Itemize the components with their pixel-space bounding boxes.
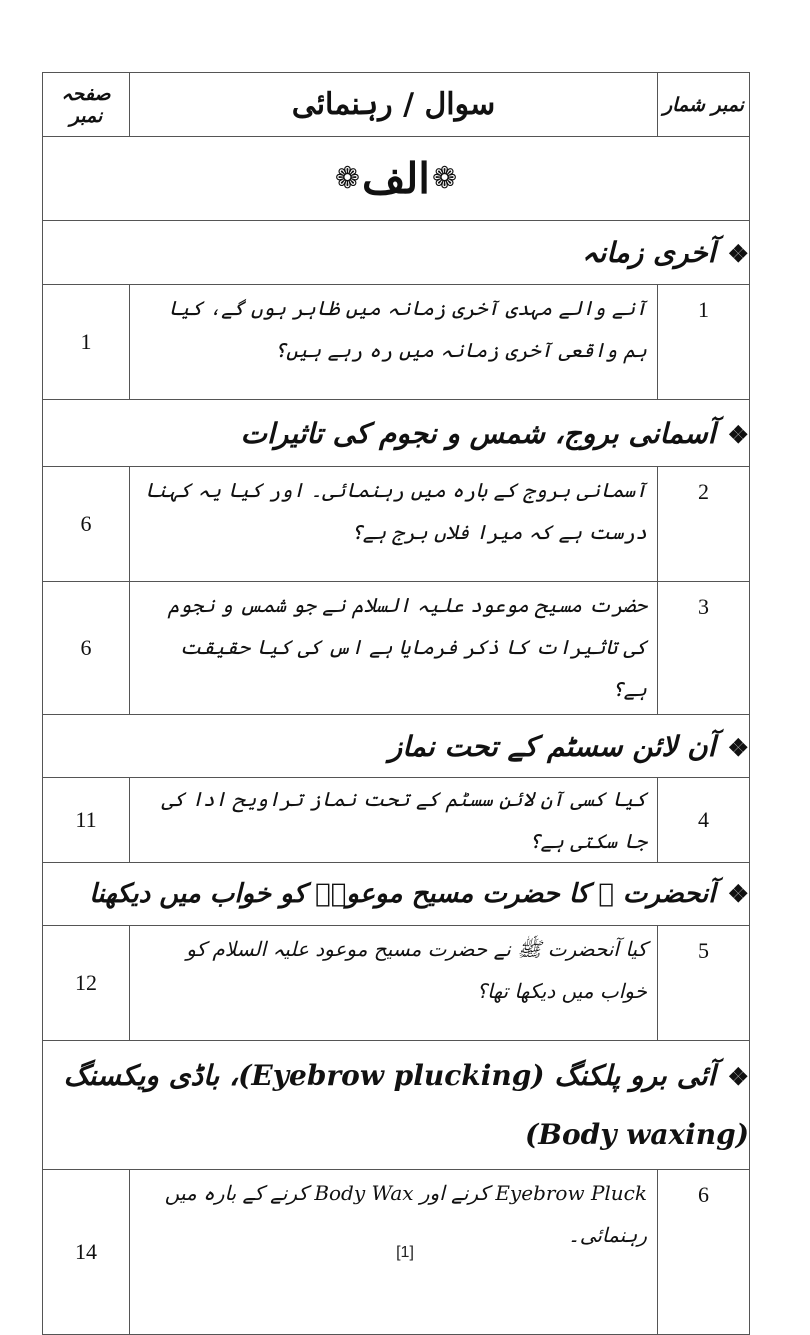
section-heading-row: [43, 1041, 750, 1170]
section-heading-row: [43, 715, 750, 778]
header-row: [43, 73, 750, 137]
serial-number-cell: 6: [658, 1170, 750, 1335]
diamond-bullet-icon: ❖: [727, 879, 749, 908]
section-heading: [43, 863, 750, 926]
section-title: آنحضرت ﷺ کا حضرت مسیح موعودؑ کو خواب میں دیکھنا: [89, 879, 716, 909]
ornament-left-icon: ❁: [334, 161, 361, 196]
table-row: [43, 467, 750, 582]
table-row: [43, 926, 750, 1041]
section-title: آئی برو پلکنگ (Eyebrow plucking)، باڈی ویکسنگ (Body waxing): [63, 1058, 749, 1151]
header-question-guidance: سوال / رہنمائی: [130, 73, 658, 137]
header-serial-number: نمبر شمار: [658, 73, 750, 137]
letter-heading-cell: [43, 137, 750, 221]
section-heading: [43, 1041, 750, 1170]
diamond-bullet-icon: ❖: [727, 732, 749, 762]
letter-heading-row: [43, 137, 750, 221]
section-heading-row: [43, 221, 750, 285]
page-number-cell: 6: [43, 582, 130, 715]
section-heading: [43, 400, 750, 467]
page-number-cell: 14: [43, 1170, 130, 1335]
table-of-contents: [42, 72, 750, 1335]
serial-number-cell: 2: [658, 467, 750, 582]
question-cell: Eyebrow Pluck کرنے اور Body Wax کرنے کے بارہ میں رہنمائی۔: [130, 1170, 658, 1335]
diamond-bullet-icon: ❖: [727, 239, 749, 268]
page-number-cell: 1: [43, 285, 130, 400]
question-cell: کیا آنحضرت ﷺ نے حضرت مسیح موعود علیہ السلام کو خواب میں دیکھا تھا؟: [130, 926, 658, 1041]
diamond-bullet-icon: ❖: [727, 1061, 749, 1091]
serial-number-cell: 4: [658, 778, 750, 863]
section-title: آن لائن سسٹم کے تحت نماز: [388, 729, 716, 763]
section-title: آسمانی بروج، شمس و نجوم کی تاثیرات: [240, 416, 716, 450]
diamond-bullet-icon: ❖: [727, 419, 749, 449]
section-title: آخری زمانہ: [582, 236, 716, 269]
letter-heading-label: الف: [362, 154, 430, 203]
table-row: [43, 778, 750, 863]
section-heading: [43, 221, 750, 285]
question-cell: کیا کسی آن لائن سسٹم کے تحت نماز تراویح ادا کی جا سکتی ہے؟: [130, 778, 658, 863]
question-cell: آنے والے مہدی آخری زمانہ میں ظاہر ہوں گے، کیا ہم واقعی آخری زمانہ میں رہ رہے ہیں؟: [130, 285, 658, 400]
question-cell: آسمانی بروج کے بارہ میں رہنمائی۔ اور کیا یہ کہنا درست ہے کہ میرا فلاں برج ہے؟: [130, 467, 658, 582]
page-number-cell: 11: [43, 778, 130, 863]
question-cell: حضرت مسیح موعود علیہ السلام نے جو شمس و نجوم کی تاثیرات کا ذکر فرمایا ہے اس کی کیا حقیقت ہے؟: [130, 582, 658, 715]
serial-number-cell: 1: [658, 285, 750, 400]
page-number-cell: 12: [43, 926, 130, 1041]
letter-heading: [335, 154, 457, 203]
section-heading: [43, 715, 750, 778]
table-row: [43, 582, 750, 715]
serial-number-cell: 3: [658, 582, 750, 715]
section-heading-row: [43, 863, 750, 926]
section-heading-row: [43, 400, 750, 467]
page-footer-number: [1]: [396, 1244, 414, 1261]
page-number-cell: 6: [43, 467, 130, 582]
table-row: [43, 285, 750, 400]
header-page-number: صفحہ نمبر: [43, 73, 130, 137]
ornament-right-icon: ❁: [431, 161, 458, 196]
serial-number-cell: 5: [658, 926, 750, 1041]
